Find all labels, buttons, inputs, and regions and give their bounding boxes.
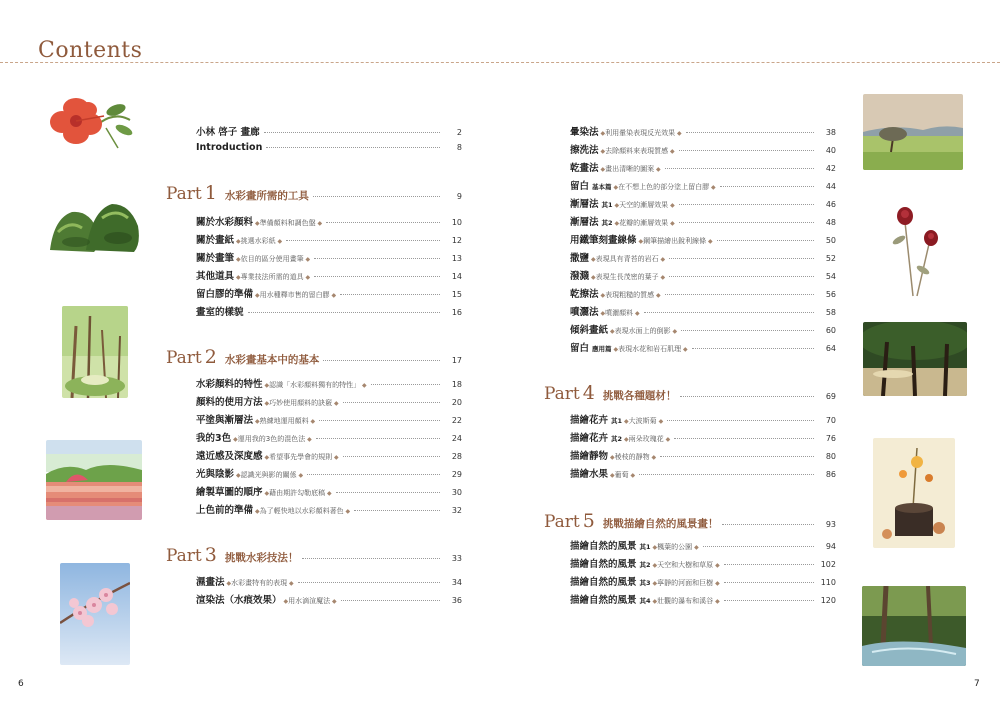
dot-leader [680,396,814,397]
entry-title: 描繪自然的風景 [570,559,637,570]
entry-title: 關於水彩顏料 [196,217,254,228]
part-page: 69 [825,392,836,401]
toc-entry[interactable] [570,538,836,552]
part-label: Part [166,184,202,204]
part-title: 水彩畫基本中的基本 [224,354,320,366]
entry-page: 8 [456,143,462,152]
part-number: 5 [582,510,595,532]
entry-page: 14 [451,272,462,281]
dot-leader [341,600,440,601]
dot-leader [667,420,814,421]
tree-meadow-painting [863,94,963,170]
entry-title: 用鐵筆刻畫線條 [570,235,637,246]
header-divider [0,62,1000,63]
toc-entry[interactable] [570,124,836,138]
dot-leader [343,402,440,403]
entry-page: 52 [825,254,836,263]
entry-description: ◆ 兩朵玫瑰花 ◆ [624,434,670,444]
dot-leader [665,294,814,295]
entry-page: 38 [825,128,836,137]
dot-leader [316,438,440,439]
entry-title: 擦洗法 [570,145,599,156]
part-5-heading[interactable] [544,510,836,532]
page-number-right: 7 [974,679,980,689]
dot-leader [679,204,814,205]
entry-description: ◆ 水彩畫特有的表現 ◆ [227,578,294,588]
entry-description: ◆ 表現水面上的倒影 ◆ [610,326,677,336]
toc-entry[interactable] [196,376,462,390]
entry-description: ◆ 天空和大樹和草原 ◆ [653,560,720,570]
part-title: 挑戰描繪自然的風景畫！ [602,518,719,530]
toc-entry[interactable] [196,214,462,228]
cherry-blossom-painting [60,563,130,665]
entry-title: 繪製草圖的順序 [196,487,263,498]
entry-page: 44 [825,182,836,191]
dot-leader [313,196,440,197]
entry-page: 58 [825,308,836,317]
entry-title: 描繪自然的風景 [570,595,637,606]
part-4-heading[interactable] [544,382,836,404]
dot-leader [639,474,814,475]
entry-description: ◆ 楓葉的公園 ◆ [653,542,699,552]
hibiscus-painting [46,92,136,152]
entry-description: ◆ 花瓣的漸層效果 ◆ [615,218,675,228]
toc-entry[interactable] [196,286,462,300]
entry-subtitle: 其2 [611,435,623,443]
toc-entry[interactable] [570,556,836,570]
entry-title: 留白膠的準備 [196,289,254,300]
dot-leader [307,474,440,475]
entry-description: ◆ 表現具有青苔的岩石 ◆ [591,254,665,264]
dot-leader [266,147,440,148]
entry-description: ◆ 運用我的3色的混色法 ◆ [233,434,312,444]
dot-leader [674,438,814,439]
toc-entry[interactable] [570,412,836,426]
part-title: 挑戰水彩技法！ [224,552,299,564]
dot-leader [724,564,814,565]
entry-description: ◆ 認識「水彩顏料獨有的特性」 ◆ [265,380,367,390]
entry-page: 34 [451,578,462,587]
entry-page: 120 [820,596,836,605]
toc-entry[interactable] [570,574,836,588]
toc-entry[interactable] [196,592,462,606]
part-1-heading[interactable] [166,182,462,204]
entry-description: ◆ 壯觀的瀑布和溪谷 ◆ [653,596,720,606]
entry-page: 20 [451,398,462,407]
toc-entry[interactable] [196,232,462,246]
part-number: 4 [582,382,595,404]
entry-title: 乾畫法 [570,163,599,174]
entry-subtitle: 其1 [639,543,651,551]
entry-title: 描繪自然的風景 [570,541,637,552]
dot-leader [717,240,814,241]
entry-page: 60 [825,326,836,335]
dot-leader [371,384,440,385]
entry-page: 48 [825,218,836,227]
toc-entry[interactable] [196,448,462,462]
entry-title: 其他道具 [196,271,235,282]
entry-page: 22 [451,416,462,425]
entry-title: 漸層法 [570,199,599,210]
entry-page: 32 [451,506,462,515]
toc-entry[interactable] [570,286,836,300]
entry-title: 乾擦法 [570,289,599,300]
entry-title: 描繪自然的風景 [570,577,637,588]
toc-entry[interactable] [570,448,836,462]
entry-title: 撒鹽 [570,253,590,264]
entry-description: ◆ 在不想上色的部分塗上留白膠 ◆ [614,182,716,192]
entry-title: 傾斜畫紙 [570,325,609,336]
entry-page: 50 [825,236,836,245]
dot-leader [724,582,814,583]
dot-leader [669,258,814,259]
entry-description: ◆ 專業技法所需的道具 ◆ [236,272,310,282]
entry-title: 留白 [570,343,590,354]
entry-page: 94 [825,542,836,551]
dot-leader [679,150,814,151]
dot-leader [326,222,440,223]
dot-leader [264,132,440,133]
contents-heading: Contents [38,38,143,63]
entry-subtitle: 其2 [601,219,613,227]
toc-entry[interactable] [196,394,462,408]
entry-page: 10 [451,218,462,227]
toc-entry[interactable] [570,430,836,444]
entry-description: ◆ 藉由期許勾勒底稿 ◆ [265,488,332,498]
dot-leader [686,132,814,133]
toc-entry[interactable] [196,484,462,498]
dot-leader [724,600,814,601]
entry-description: ◆ 用水種釋市售的留白膠 ◆ [255,290,336,300]
entry-subtitle: 其3 [639,579,651,587]
entry-page: 102 [820,560,836,569]
dot-leader [703,546,814,547]
toc-entry[interactable] [570,196,836,210]
toc-entry[interactable] [570,466,836,480]
entry-title: 潑濺 [570,271,590,282]
part-page: 93 [825,520,836,529]
toc-entry[interactable] [196,502,462,516]
entry-description: ◆ 畫出清晰的圖案 ◆ [601,164,661,174]
entry-page: 2 [456,128,462,137]
toc-entry[interactable] [196,430,462,444]
dot-leader [692,348,814,349]
toc-entry-gallery[interactable] [196,124,462,138]
entry-title: 關於畫筆 [196,253,235,264]
dot-leader [681,330,814,331]
entry-description: ◆ 大波斯菊 ◆ [624,416,663,426]
dot-leader [286,240,440,241]
part-label: Part [544,512,580,532]
toc-entry[interactable] [570,142,836,156]
entry-page: 80 [825,452,836,461]
toc-entry[interactable] [196,304,462,318]
part-page: 17 [451,356,462,365]
dot-leader [722,524,814,525]
entry-title: 描繪花卉 [570,415,609,426]
toc-entry[interactable] [196,268,462,282]
entry-description: ◆ 寧靜的河面和巨樹 ◆ [653,578,720,588]
entry-description: ◆ 表現生長茂密的葉子 ◆ [591,272,665,282]
dot-leader [248,312,440,313]
entry-description: ◆ 希望事先學會的規則 ◆ [265,452,339,462]
dot-leader [720,186,814,187]
toc-entry[interactable] [570,322,836,336]
entry-subtitle: 其1 [611,417,623,425]
dot-leader [336,492,440,493]
entry-page: 29 [451,470,462,479]
dot-leader [343,456,440,457]
entry-description: ◆ 認識光與影的關係 ◆ [236,470,303,480]
dot-leader [340,294,440,295]
entry-title: 我的3色 [196,433,232,444]
entry-title: 濕畫法 [196,577,225,588]
entry-title: 描繪花卉 [570,433,609,444]
entry-title: 描繪靜物 [570,451,609,462]
entry-title: Introduction [196,142,263,153]
mossy-rocks-painting [46,198,142,254]
part-title: 挑戰各種題材！ [602,390,677,402]
part-page: 9 [456,192,462,201]
dot-leader [314,276,440,277]
entry-page: 54 [825,272,836,281]
entry-description: ◆ 天空的漸層效果 ◆ [615,200,675,210]
toc-entry[interactable] [570,268,836,282]
entry-page: 36 [451,596,462,605]
dot-leader [323,360,440,361]
entry-page: 86 [825,470,836,479]
entry-description: ◆ 表現粗糙的質感 ◆ [601,290,661,300]
entry-title: 噴灑法 [570,307,599,318]
entry-page: 42 [825,164,836,173]
entry-description: ◆ 為了輕快地以水彩顏料著色 ◆ [255,506,350,516]
dot-leader [354,510,440,511]
entry-page: 12 [451,236,462,245]
part-title: 水彩畫所需的工具 [224,190,309,202]
part-label: Part [166,348,202,368]
part-number: 3 [204,544,217,566]
entry-page: 64 [825,344,836,353]
entry-description: ◆ 噴灑顏料 ◆ [601,308,640,318]
entry-page: 28 [451,452,462,461]
entry-page: 76 [825,434,836,443]
entry-description: ◆ 利用暈染表現反光效果 ◆ [601,128,682,138]
toc-entry[interactable] [570,160,836,174]
part-3-heading[interactable] [166,544,462,566]
toc-entry[interactable] [570,178,836,192]
entry-title: 小林 啓子 畫廊 [196,127,260,138]
dot-leader [660,456,814,457]
page-number-left: 6 [18,679,24,689]
entry-page: 24 [451,434,462,443]
shaded-trees-painting [863,322,967,396]
part-2-heading[interactable] [166,346,462,368]
entry-title: 關於畫紙 [196,235,235,246]
entry-description: ◆ 挑選水彩紙 ◆ [236,236,282,246]
entry-title: 漸層法 [570,217,599,228]
roses-painting [887,200,947,300]
toc-entry[interactable] [570,340,836,354]
entry-description: ◆ 用水滴渲魔法 ◆ [284,596,337,606]
entry-description: ◆ 準備顏料和調色盤 ◆ [255,218,322,228]
toc-entry[interactable] [570,232,836,246]
entry-title: 畫室的樣貌 [196,307,244,318]
entry-title: 水彩顏料的特性 [196,379,263,390]
entry-subtitle: 其1 [601,201,613,209]
entry-title: 上色前的準備 [196,505,254,516]
entry-page: 15 [451,290,462,299]
entry-page: 46 [825,200,836,209]
entry-page: 16 [451,308,462,317]
entry-page: 18 [451,380,462,389]
entry-title: 遠近感及深度感 [196,451,263,462]
entry-page: 13 [451,254,462,263]
entry-description: ◆ 葡萄 ◆ [610,470,635,480]
part-label: Part [166,546,202,566]
entry-page: 40 [825,146,836,155]
entry-description: ◆ 表現水花和岩石肌理 ◆ [614,344,688,354]
part-label: Part [544,384,580,404]
entry-description: ◆ 依目的區分使用畫筆 ◆ [236,254,310,264]
lake-reflection-painting [46,440,142,520]
forest-path-painting [62,306,128,398]
dot-leader [665,168,814,169]
dot-leader [298,582,440,583]
entry-subtitle: 基本篇 [592,183,612,191]
dot-leader [314,258,440,259]
entry-description: ◆ 去除顏料來表現質感 ◆ [601,146,675,156]
entry-description: ◆ 巧妙使用顏料的訣竅 ◆ [265,398,339,408]
toc-entry[interactable] [570,592,836,606]
forest-stream-painting [862,586,966,666]
dot-leader [679,222,814,223]
dot-leader [669,276,814,277]
entry-page: 56 [825,290,836,299]
toc-entry[interactable] [196,412,462,426]
entry-subtitle: 其2 [639,561,651,569]
toc-entry[interactable] [196,466,462,480]
entry-description: ◆ 稜枝的靜物 ◆ [610,452,656,462]
part-page: 33 [451,554,462,563]
entry-page: 70 [825,416,836,425]
entry-subtitle: 其4 [639,597,651,605]
entry-title: 光與陰影 [196,469,235,480]
dot-leader [319,420,440,421]
still-life-painting [873,438,955,548]
entry-subtitle: 應用篇 [592,345,612,353]
entry-description: ◆ 熟練地運用顏料 ◆ [255,416,315,426]
dot-leader [302,558,440,559]
dot-leader [644,312,814,313]
entry-title: 留白 [570,181,590,192]
toc-entry-introduction[interactable] [196,142,462,153]
toc-entry[interactable] [570,304,836,318]
entry-title: 渲染法（水痕效果） [196,595,282,606]
toc-entry[interactable] [196,574,462,588]
toc-entry[interactable] [570,214,836,228]
entry-page: 110 [820,578,836,587]
entry-title: 顏料的使用方法 [196,397,263,408]
entry-description: ◆ 鋼筆描繪出銳利線條 ◆ [639,236,713,246]
entry-title: 描繪水果 [570,469,609,480]
entry-title: 暈染法 [570,127,599,138]
entry-title: 平塗與漸層法 [196,415,254,426]
toc-entry[interactable] [196,250,462,264]
toc-entry[interactable] [570,250,836,264]
part-number: 2 [204,346,217,368]
part-number: 1 [204,182,217,204]
entry-page: 30 [451,488,462,497]
